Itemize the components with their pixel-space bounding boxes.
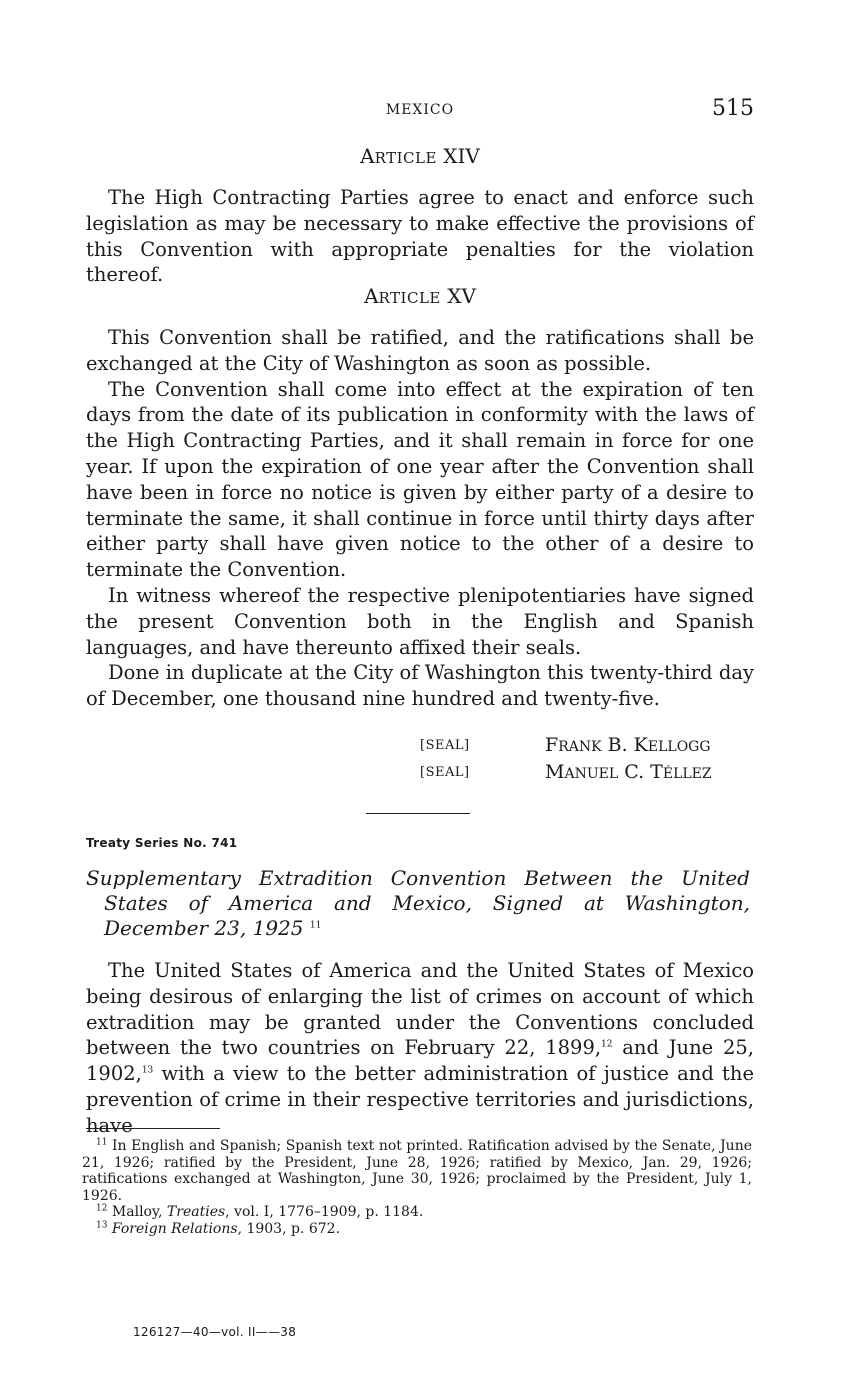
- seal-mark: [SEAL]: [420, 738, 470, 753]
- article-heading-rest: RTICLE: [374, 149, 437, 167]
- article-xv-paragraph-3: In witness whereof the respective plenipotentiaries have signed the present Convention both in the English and Spanish languages, and have thereunto affixed their seals.: [86, 583, 754, 659]
- footnote-ref-12[interactable]: 12: [601, 1039, 613, 1050]
- preamble-text: with a view to the better administration of justice and the prevention of crime in their respective territories and jurisdictions, have: [86, 1062, 754, 1137]
- footnote-11: $^{11}$ In English and Spanish; Spanish text not printed. Ratification advised by the Senate, June 21, 1926; ratified by the President, June 28, 1926; ratified by Mexico, Jan. 29, 1926; ratifications exchanged at Washington, June 30, 1926; proclaimed by the President, July 1, 1926.: [82, 1137, 752, 1204]
- section-divider: [366, 813, 470, 814]
- footnote-ref-13[interactable]: 13: [141, 1065, 154, 1076]
- running-head: MEXICO: [385, 102, 455, 118]
- signature-row: [420, 760, 760, 787]
- page-number: 515: [712, 96, 754, 121]
- preamble-text: The United States of America and the United States of Mexico being desirous of enlarging the list of crimes on account of which extradition may be granted under the Conventions concluded between the two countries on February 22, 1899,: [86, 959, 754, 1060]
- article-xiv-heading: [86, 144, 754, 168]
- footnote-12: $^{12}$ Malloy, Treaties, vol. I, 1776–1909, p. 1184.: [96, 1203, 424, 1220]
- article-xiv-paragraph: The High Contracting Parties agree to enact and enforce such legislation as may be necessary to make effective the provisions of this Convention with appropriate penalties for the violation thereof.: [86, 186, 754, 287]
- article-heading-initial: A: [364, 284, 379, 308]
- footnote-13: $^{13}$ Foreign Relations, 1903, p. 672.: [96, 1219, 341, 1237]
- signature-row: [420, 733, 760, 760]
- article-xv-heading: [86, 284, 754, 308]
- convention-title: [86, 866, 750, 941]
- page-header: [86, 96, 754, 126]
- treaty-series-label: Treaty Series No. 741: [86, 836, 238, 850]
- article-xv-paragraph-2: The Convention shall come into effect at the expiration of ten days from the date of its publication in conformity with the laws of the High Contracting Parties, and it shall remain in force for one year. If upon the expiration of one year after the Convention shall have been in force no notice is given by either party of a desire to terminate the same, it shall continue in force until thirty days after either party shall have given notice to the other of a desire to terminate the Convention.: [86, 377, 754, 582]
- footnote-rule: [86, 1128, 220, 1129]
- footnote-ref-11[interactable]: 11: [309, 920, 322, 931]
- signatory-name: MANUEL C. TÉLLEZ: [545, 761, 712, 783]
- printer-imprint: 126127—40—vol. II——38: [133, 1325, 297, 1339]
- article-xv-paragraph-1: This Convention shall be ratified, and the ratifications shall be exchanged at the City of Washington as soon as possible.: [86, 326, 754, 375]
- seal-mark: [SEAL]: [420, 765, 470, 780]
- convention-title-text: Supplementary Extradition Convention Between the United States of America and Mexico, Signed at Washington, December 23, 1925: [86, 866, 750, 940]
- preamble: [86, 958, 754, 1139]
- signatory-name: FRANK B. KELLOGG: [545, 734, 711, 756]
- article-xv-body: [86, 325, 754, 712]
- article-numeral: XV: [447, 284, 476, 308]
- article-heading-initial: A: [360, 144, 375, 168]
- article-numeral: XIV: [443, 144, 480, 168]
- article-xiv-body: [86, 185, 754, 288]
- article-xv-paragraph-4: Done in duplicate at the City of Washington this twenty-third day of December, one thousand nine hundred and twenty-five.: [86, 661, 754, 711]
- article-heading-rest: RTICLE: [378, 289, 441, 307]
- preamble-text: and June 25, 1902,: [86, 1036, 754, 1086]
- footnotes: [82, 1138, 752, 1237]
- signature-block: [420, 733, 760, 787]
